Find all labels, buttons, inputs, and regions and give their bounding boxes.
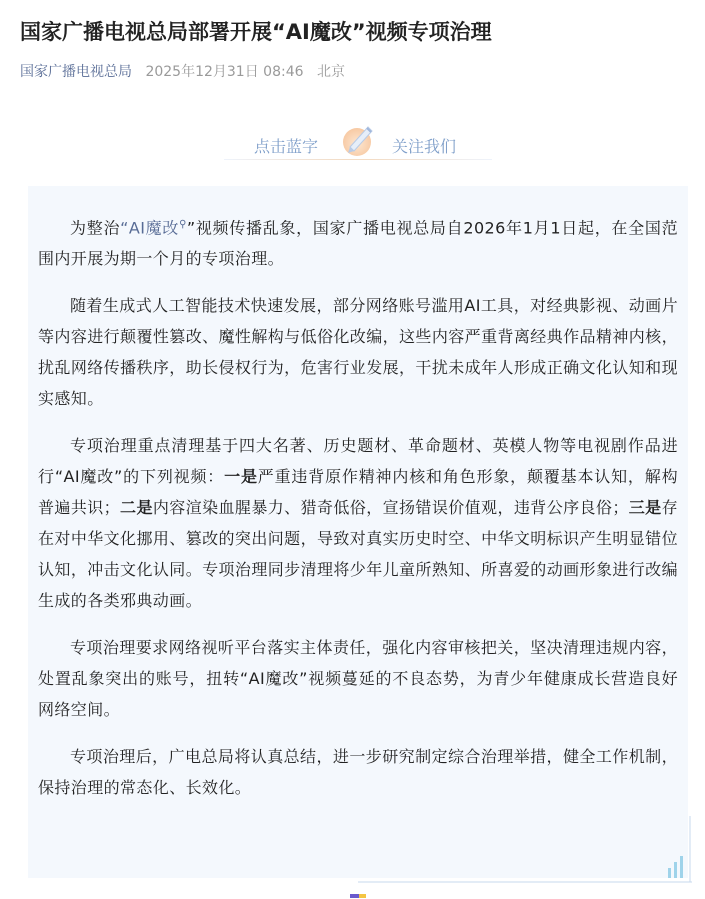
bar-signal-icon: [358, 816, 692, 886]
article-title: 国家广播电视总局部署开展“AI魔改”视频专项治理: [20, 20, 492, 44]
article-meta: [20, 61, 345, 81]
paragraph-1-after: ”视频传播乱象，国家广播电视总局自2026年1月1日起，在全国范围内开展为期一个月的专项治理。: [38, 218, 678, 269]
article-source-link[interactable]: 国家广播电视总局: [20, 64, 132, 80]
paragraph-3: [38, 430, 678, 616]
item-1-label: 一是: [224, 467, 258, 487]
item-3-label: 三是: [628, 498, 662, 518]
item-3-text: 存在对中华文化挪用、篡改的突出问题，导致对真实历史时空、中华文明标识产生明显错位认知，冲击文化认同。专项治理同步清理将少年儿童所熟知、所喜爱的动画形象进行改编生成的各类邪典动画。: [38, 498, 678, 611]
pen-circle-icon: [340, 120, 378, 158]
follow-divider: [224, 159, 492, 160]
bottom-marker: [350, 894, 366, 898]
follow-right-label: 关注我们: [392, 137, 457, 156]
item-2-text: 内容渲染血腥暴力、猎奇低俗，宣扬错误价值观，违背公序良俗；: [152, 498, 629, 518]
ai-search-link[interactable]: “AI魔改: [120, 218, 180, 238]
article-body: [28, 186, 688, 878]
follow-left-label: 点击蓝字: [254, 137, 319, 156]
item-1-text: 严重违背原作精神内核和角色形象，颠覆基本认知，解构普遍共识；: [38, 467, 678, 518]
paragraph-1: [38, 209, 678, 274]
article-location: 北京: [316, 64, 345, 80]
paragraph-4: 专项治理要求网络视听平台落实主体责任，强化内容审核把关，坚决清理违规内容，处置乱象突出的账号，扭转“AI魔改”视频蔓延的不良态势，为青少年健康成长营造良好网络空间。: [38, 638, 678, 720]
item-2-label: 二是: [120, 498, 153, 518]
paragraph-2: 随着生成式人工智能技术快速发展，部分网络账号滥用AI工具，对经典影视、动画片等内容进行颠覆性篡改、魔性解构与低俗化改编，这些内容严重背离经典作品精神内核，扰乱网络传播秩序，助长侵权行为，危害行业发展，干扰未成年人形成正确文化认知和现实感知。: [38, 296, 678, 409]
paragraph-5: 专项治理后，广电总局将认真总结，进一步研究制定综合治理举措，健全工作机制，保持治理的常态化、长效化。: [38, 747, 678, 798]
paragraph-3-intro: 专项治理重点清理基于四大名著、历史题材、革命题材、英模人物等电视剧作品进行“AI魔改”的下列视频：: [38, 436, 678, 487]
search-icon[interactable]: ⚲: [179, 219, 187, 230]
article-time: 2025年12月31日 08:46: [145, 64, 304, 80]
follow-banner[interactable]: [224, 118, 492, 160]
paragraph-1-before: 为整治: [70, 218, 121, 238]
